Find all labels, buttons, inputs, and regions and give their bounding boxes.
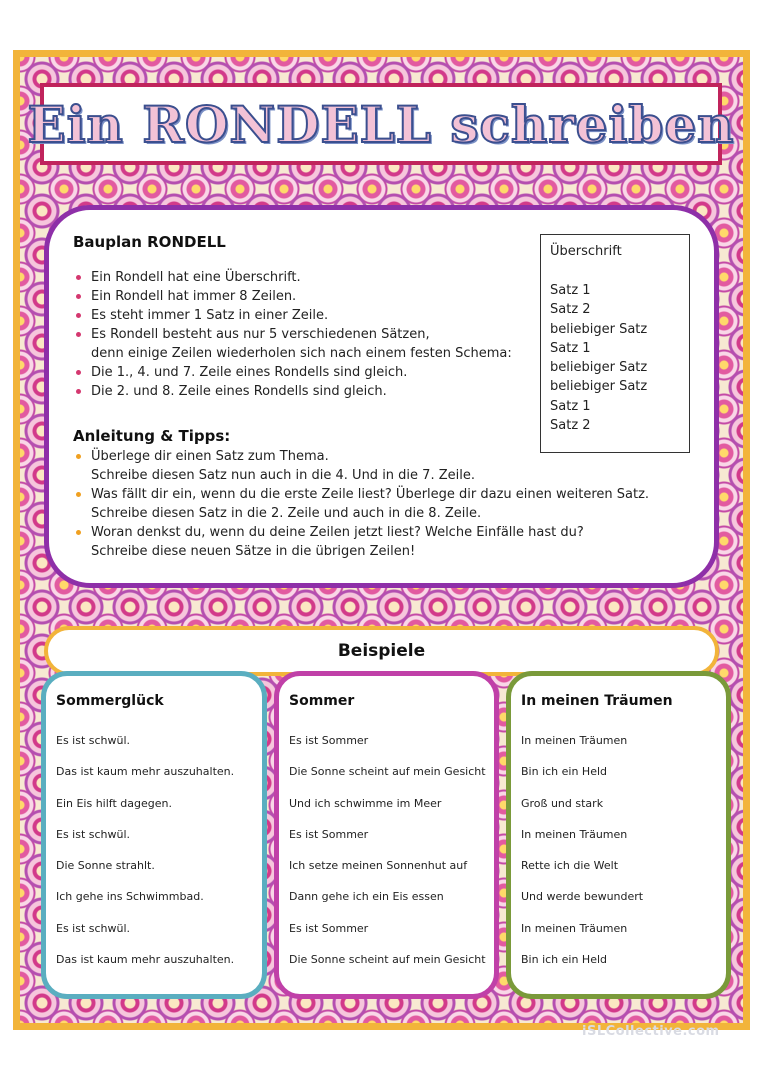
list-item: In meinen Träumen: [521, 734, 628, 747]
list-item: Das ist kaum mehr auszuhalten.: [56, 953, 235, 967]
list-item: Die Sonne scheint auf mein Gesicht: [289, 953, 486, 967]
schema-box: [540, 234, 690, 453]
list-item: Die 1., 4. und 7. Zeile eines Rondells sind gleich.: [73, 363, 533, 382]
list-item: Die Sonne strahlt.: [56, 859, 155, 873]
list-item: Dann gehe ich ein Eis essen: [289, 890, 444, 904]
title-banner: [27, 83, 735, 165]
list-item: Ich setze meinen Sonnenhut auf: [289, 859, 468, 873]
schema-line: Satz 2: [550, 302, 591, 318]
list-item: Es ist schwül.: [56, 827, 131, 841]
list-item: Bin ich ein Held: [521, 953, 608, 967]
list-item: Woran denkst du, wenn du deine Zeilen jetzt liest? Welche Einfälle hast du?: [73, 523, 693, 542]
list-item: Es ist Sommer: [289, 734, 369, 747]
example-title: Sommerglück: [56, 693, 164, 709]
schema-line: beliebiger Satz: [550, 379, 648, 395]
page-title: Ein RONDELL schreiben: [27, 94, 735, 154]
schema-line: beliebiger Satz: [550, 360, 648, 376]
list-item: Ein Eis hilft dagegen.: [56, 796, 172, 810]
bullet-icon: [76, 454, 81, 459]
schema-line: Satz 1: [550, 398, 591, 414]
bullet-icon: [76, 530, 81, 535]
example-lines: [56, 734, 234, 984]
example-card-traeumen: [506, 671, 731, 999]
list-item: Und ich schwimme im Meer: [289, 796, 442, 810]
list-item: Es steht immer 1 Satz in einer Zeile.: [73, 306, 533, 325]
bullet-icon: [76, 370, 81, 375]
list-item: Überlege dir einen Satz zum Thema.: [73, 447, 693, 466]
list-item: Was fällt dir ein, wenn du die erste Zeile liest? Überlege dir dazu einen weiteren Satz.: [73, 485, 693, 504]
list-item: Rette ich die Welt: [521, 859, 619, 873]
bullet-icon: [76, 389, 81, 394]
list-item: Ein Rondell hat eine Überschrift.: [73, 268, 533, 287]
list-item: Es Rondell besteht aus nur 5 verschiedenen Sätzen,: [73, 325, 533, 344]
schema-line: Satz 2: [550, 418, 591, 434]
example-lines: [521, 734, 643, 984]
anleitung-heading: Anleitung & Tipps:: [73, 427, 231, 445]
example-lines: [289, 734, 486, 984]
example-card-sommer: [274, 671, 499, 999]
list-item: In meinen Träumen: [521, 827, 628, 841]
list-item: Es ist Sommer: [289, 921, 369, 935]
example-title: In meinen Träumen: [521, 693, 673, 709]
list-item: In meinen Träumen: [521, 921, 628, 935]
schema-heading: Überschrift: [550, 244, 622, 259]
list-item: Schreibe diesen Satz in die 2. Zeile und auch in die 8. Zeile.: [91, 506, 482, 521]
list-item: Es ist Sommer: [289, 827, 369, 841]
bullet-icon: [76, 332, 81, 337]
example-title: Sommer: [289, 693, 355, 709]
list-item: denn einige Zeilen wiederholen sich nach einem festen Schema:: [91, 346, 512, 361]
list-item: Ein Rondell hat immer 8 Zeilen.: [73, 287, 533, 306]
list-item: Bin ich ein Held: [521, 765, 608, 779]
anleitung-list: [73, 447, 693, 561]
bauplan-list: [73, 268, 533, 401]
bullet-icon: [76, 275, 81, 280]
schema-line: Satz 1: [550, 340, 591, 356]
list-item: Schreibe diesen Satz nun auch in die 4. Und in die 7. Zeile.: [91, 468, 475, 483]
list-item: Ich gehe ins Schwimmbad.: [56, 890, 204, 904]
list-item: Es ist schwül.: [56, 734, 131, 747]
schema-line: beliebiger Satz: [550, 321, 648, 337]
bullet-icon: [76, 313, 81, 318]
schema-line: Satz 1: [550, 283, 591, 298]
bullet-icon: [76, 492, 81, 497]
list-item: Das ist kaum mehr auszuhalten.: [56, 765, 235, 779]
beispiele-heading: Beispiele: [337, 641, 426, 661]
list-item: Und werde bewundert: [521, 890, 644, 904]
beispiele-bar: [44, 626, 719, 676]
list-item: Groß und stark: [521, 796, 604, 810]
bullet-icon: [76, 294, 81, 299]
example-card-sommerglueck: [41, 671, 267, 999]
list-item: Die Sonne scheint auf mein Gesicht: [289, 765, 486, 779]
list-item: Schreibe diese neuen Sätze in die übrigen Zeilen!: [91, 544, 416, 559]
list-item: Es ist schwül.: [56, 921, 131, 935]
watermark: iSLCollective.com: [582, 1024, 720, 1039]
list-item: Die 2. und 8. Zeile eines Rondells sind gleich.: [73, 382, 533, 401]
bauplan-heading: Bauplan RONDELL: [73, 233, 226, 251]
